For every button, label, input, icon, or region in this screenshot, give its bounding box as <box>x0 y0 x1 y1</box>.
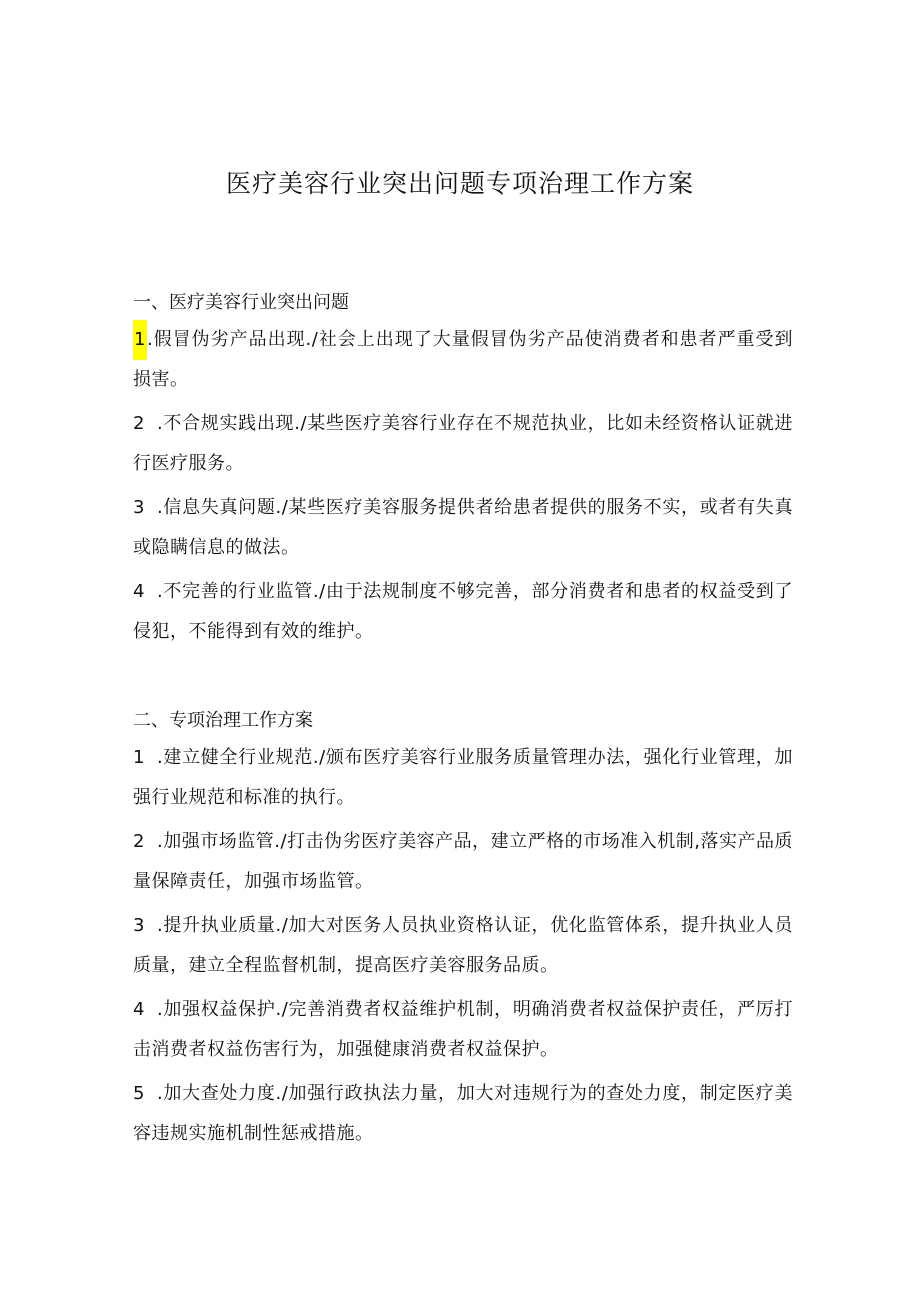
section-heading: 一、医疗美容行业突出问题 <box>133 292 349 313</box>
list-item <box>133 320 793 400</box>
item-number: 2 <box>133 831 145 852</box>
item-number: 3 <box>133 497 145 518</box>
list-item <box>133 990 793 1070</box>
item-number: 2 <box>133 413 145 434</box>
list-item <box>133 822 793 902</box>
item-number: 4 <box>133 999 145 1020</box>
section-plan <box>133 704 793 1154</box>
item-text: .提升执业质量./加大对医务人员执业资格认证，优化监管体系，提升执业人员质量，建立全程监督机制，提高医疗美容服务品质。 <box>133 915 793 976</box>
item-text: .信息失真问题./某些医疗美容服务提供者给患者提供的服务不实，或者有失真或隐瞒信息的做法。 <box>133 497 793 558</box>
section-problems <box>133 286 793 652</box>
item-number: 1 <box>133 747 145 768</box>
list-item <box>133 738 793 818</box>
item-number: 5 <box>133 1083 145 1104</box>
item-number: 4 <box>133 581 145 602</box>
list-item <box>133 572 793 652</box>
list-item <box>133 488 793 568</box>
item-number: 3 <box>133 915 145 936</box>
item-text: .不完善的行业监管./由于法规制度不够完善，部分消费者和患者的权益受到了侵犯，不能得到有效的维护。 <box>133 581 793 642</box>
list-item <box>133 404 793 484</box>
item-text: .假冒伪劣产品出现./社会上出现了大量假冒伪劣产品使消费者和患者严重受到损害。 <box>133 329 793 390</box>
section-heading: 二、专项治理工作方案 <box>133 710 313 731</box>
item-text: .加强市场监管./打击伪劣医疗美容产品，建立严格的市场准入机制,落实产品质量保障责任，加强市场监管。 <box>133 831 793 892</box>
list-item <box>133 1074 793 1154</box>
list-item <box>133 906 793 986</box>
item-text: .建立健全行业规范./颁布医疗美容行业服务质量管理办法，强化行业管理，加强行业规范和标准的执行。 <box>133 747 793 808</box>
section-spacer <box>133 656 793 704</box>
item-text: .加强权益保护./完善消费者权益维护机制，明确消费者权益保护责任，严厉打击消费者权益伤害行为，加强健康消费者权益保护。 <box>133 999 793 1060</box>
document-body <box>133 286 793 1158</box>
item-text: .不合规实践出现./某些医疗美容行业存在不规范执业，比如未经资格认证就进行医疗服务。 <box>133 413 793 474</box>
item-text: .加大查处力度./加强行政执法力量，加大对违规行为的查处力度，制定医疗美容违规实施机制性惩戒措施。 <box>133 1083 793 1144</box>
document-title: 医疗美容行业突出问题专项治理工作方案 <box>225 169 694 198</box>
item-number: 1 <box>133 320 147 360</box>
